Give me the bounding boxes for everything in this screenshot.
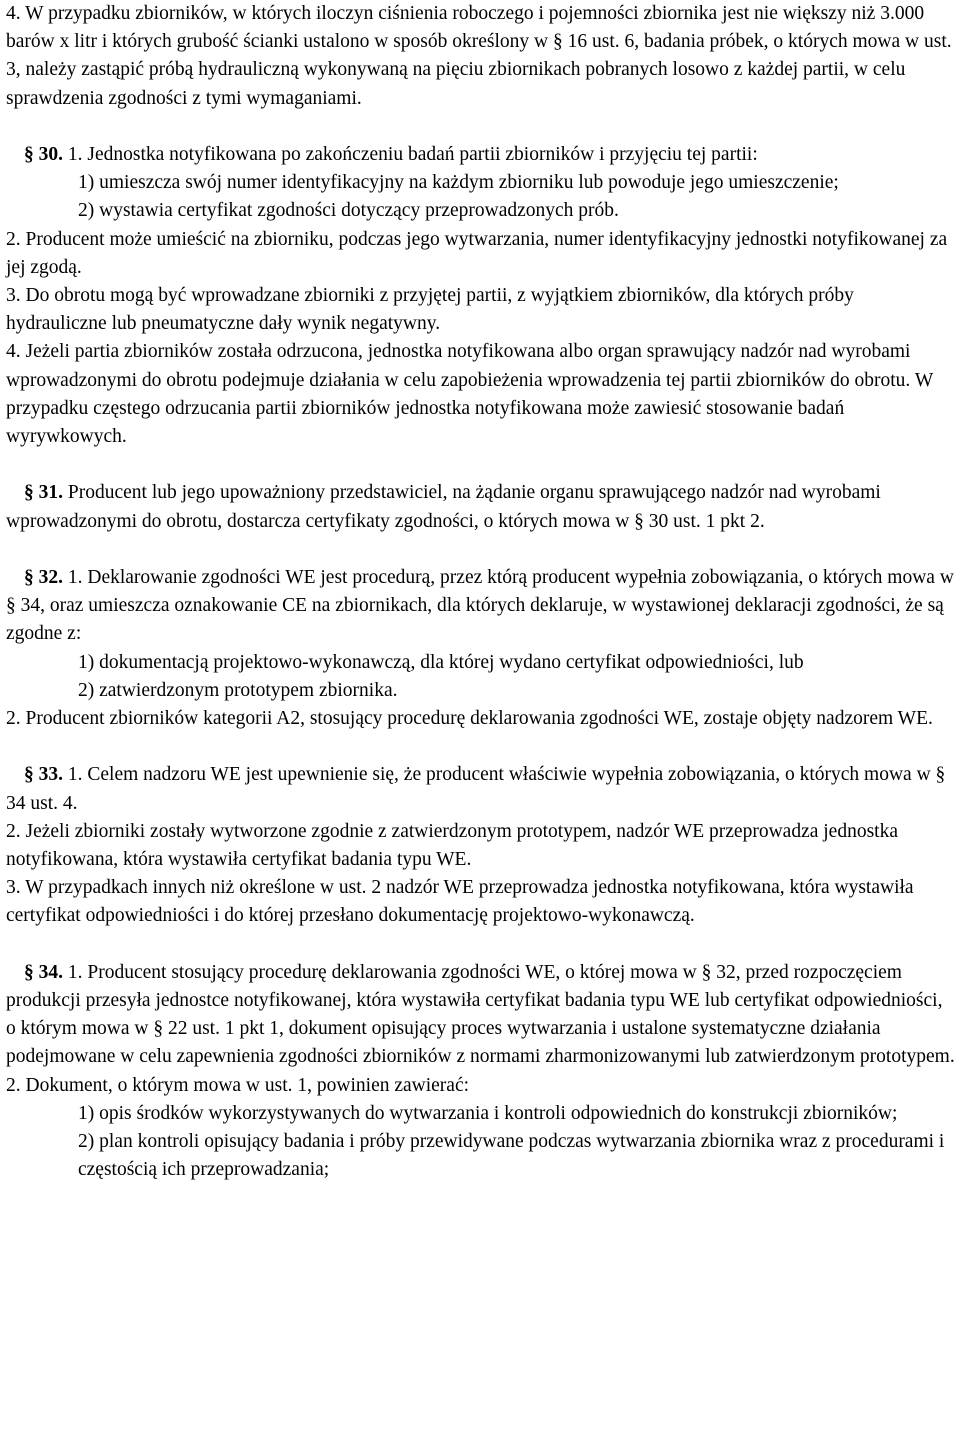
section-34-para-1-text: 1. Producent stosujący procedurę deklarowania zgodności WE, o której mowa w § 32, przed rozpoczęciem produkcji przesyła jednostce notyfikowanej, która wystawiła certyfikat badania typu WE lub certyfikat odpowiedniości, o którym mowa w § 22 ust. 1 pkt 1, dokument opisujący proces wytwarzania i ustalone systematyczne działania podejmowane w celu zapewnienia zgodności zbiorników z normami zharmonizowanymi lub zatwierdzonym prototypem. (6, 961, 955, 1068)
section-33-para-1 (6, 761, 956, 817)
section-32-item-1: 1) dokumentacją projektowo-wykonawczą, dla której wydano certyfikat odpowiedniości, lub (78, 651, 804, 673)
section-30-item-2: 2) wystawia certyfikat zgodności dotyczący przeprowadzonych prób. (78, 200, 619, 222)
section-30-para-1-text: 1. Jednostka notyfikowana po zakończeniu badań partii zbiorników i przyjęciu tej partii: (67, 144, 758, 165)
section-34-item-1: 1) opis środków wykorzystywanych do wytwarzania i kontroli odpowiednich do konstrukcji zbiorników; (78, 1102, 898, 1124)
section-33-para-1-text: 1. Celem nadzoru WE jest upewnienie się, że producent właściwie wypełnia zobowiązania, o których mowa w § 34 ust. 4. (6, 764, 946, 814)
section-number: § 31. (24, 482, 63, 504)
spacer (6, 733, 956, 761)
section-33-para-3: 3. W przypadkach innych niż określone w ust. 2 nadzór WE przeprowadza jednostka notyfikowana, która wystawiła certyfikat odpowiedniości i do której przesłano dokumentację projektowo-wykonawczą. (6, 877, 914, 927)
section-32-item-2: 2) zatwierdzonym prototypem zbiornika. (78, 679, 398, 701)
section-number: § 32. (24, 567, 63, 589)
section-30-para-4: 4. Jeżeli partia zbiorników została odrzucona, jednostka notyfikowana albo organ sprawujący nadzór nad wyrobami wprowadzonymi do obrotu podejmuje działania w celu zapobieżenia wprowadzenia tej partii zbiorników do obrotu. W przypadku częstego odrzucania partii zbiorników jednostka notyfikowana może zawiesić stosowanie badań wyrywkowych. (6, 341, 933, 448)
spacer (6, 536, 956, 564)
section-34 (6, 959, 956, 1185)
section-33-para-2: 2. Jeżeli zbiorniki zostały wytworzone zgodnie z zatwierdzonym prototypem, nadzór WE przeprowadza jednostka notyfikowana, która wystawiła certyfikat badania typu WE. (6, 820, 898, 871)
section-number: § 30. (24, 144, 63, 165)
section-31 (6, 479, 956, 535)
section-33 (6, 761, 956, 930)
spacer (6, 451, 956, 479)
section-30 (6, 141, 956, 451)
section-32-para-2: 2. Producent zbiorników kategorii A2, stosujący procedurę deklarowania zgodności WE, zostaje objęty nadzorem WE. (6, 708, 933, 730)
section-31-para (6, 479, 956, 535)
spacer (6, 113, 956, 141)
section-31-text: Producent lub jego upoważniony przedstawiciel, na żądanie organu sprawującego nadzór nad wyrobami wprowadzonymi do obrotu, dostarcza certyfikaty zgodności, o których mowa w § 30 ust. 1 pkt 2. (6, 482, 881, 532)
section-34-para-1 (6, 959, 956, 1072)
section-32 (6, 564, 956, 733)
paragraph-4: 4. W przypadku zbiorników, w których iloczyn ciśnienia roboczego i pojemności zbiornika jest nie większy niż 3.000 barów x litr i których grubość ścianki ustalono w sposób określony w § 16 ust. 6, badania próbek, o których mowa w ust. 3, należy zastąpić próbą hydrauliczną wykonywaną na pięciu zbiornikach pobranych losowo z każdej partii, w celu sprawdzenia zgodności z tymi wymaganiami. (6, 3, 952, 109)
section-30-item-1: 1) umieszcza swój numer identyfikacyjny na każdym zbiorniku lub powoduje jego umieszczenie; (78, 172, 839, 194)
section-34-item-2: 2) plan kontroli opisujący badania i próby przewidywane podczas wytwarzania zbiornika wraz z procedurami i częstością ich przeprowadzania; (78, 1131, 945, 1181)
section-34-para-2: 2. Dokument, o którym mowa w ust. 1, powinien zawierać: (6, 1074, 470, 1096)
spacer (6, 931, 956, 959)
section-30-para-2: 2. Producent może umieścić na zbiorniku, podczas jego wytwarzania, numer identyfikacyjny jednostki notyfikowanej za jej zgodą. (6, 228, 948, 278)
section-number: § 33. (24, 764, 63, 786)
section-number: § 34. (24, 961, 63, 983)
section-30-para-1 (6, 141, 956, 169)
section-30-para-3: 3. Do obrotu mogą być wprowadzane zbiorniki z przyjętej partii, z wyjątkiem zbiorników, dla których próby hydrauliczne lub pneumatyczne dały wynik negatywny. (6, 285, 854, 335)
section-32-para-1-text: 1. Deklarowanie zgodności WE jest procedurą, przez którą producent wypełnia zobowiązania, o których mowa w § 34, oraz umieszcza oznakowanie CE na zbiornikach, dla których deklaruje, w wystawionej deklaracji zgodności, że są zgodne z: (6, 567, 954, 645)
section-32-para-1 (6, 564, 956, 649)
